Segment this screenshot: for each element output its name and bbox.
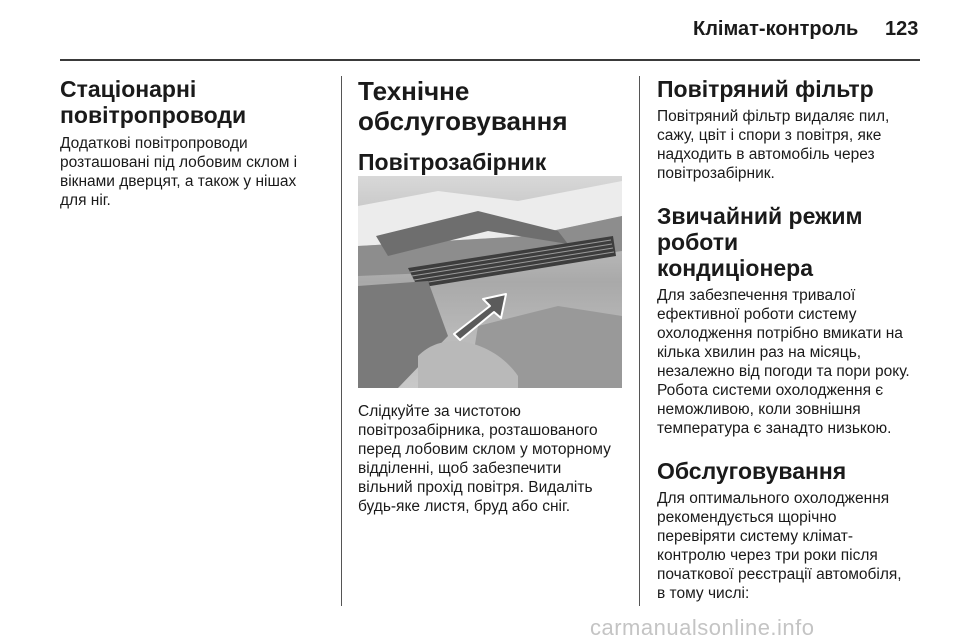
page-number: 123 xyxy=(885,18,919,40)
column-divider xyxy=(341,76,342,606)
section-body-air-filter: Повітряний фільтр видаляє пил, сажу, цвіт і спори з повітря, яке надходить в автомобіль через повітрозабірник. xyxy=(657,108,890,182)
watermark: carmanualsonline.info xyxy=(590,615,815,640)
section-heading-stationary-ducts: Стаціонарні повітропроводи xyxy=(60,76,247,128)
page-header-title: Клімат-контроль xyxy=(693,18,859,40)
chapter-heading-maintenance: Технічне обслуговування xyxy=(358,76,568,136)
section-heading-service: Обслуговування xyxy=(657,458,847,484)
column-stationary-ducts xyxy=(60,76,330,210)
column-divider xyxy=(639,76,640,606)
section-body-ac-regular-operation: Для забезпечення тривалої ефективної роботи систему охолодження потрібно вмикати на кілька хвилин раз на місяць, незалежно від погоди та пори року. Робота системи охолодження є неможливою, коли зовнішня температура є занадто низькою. xyxy=(657,287,910,437)
section-body-stationary-ducts: Додаткові повітропроводи розташовані під лобовим склом і вікнами дверцят, а також у нішах для ніг. xyxy=(60,135,298,209)
air-intake-caption: Слідкуйте за чистотою повітрозабірника, розташованого перед лобовим склом у моторному відділенні, щоб забезпечити вільний прохід повітря. Видаліть будь-яке листя, бруд або сніг. xyxy=(358,403,611,515)
column-air-filter xyxy=(657,76,927,603)
section-heading-ac-regular-operation: Звичайний режим роботи кондиціонера xyxy=(657,203,863,281)
air-intake-photo xyxy=(358,176,622,388)
column-maintenance xyxy=(358,76,628,175)
section-heading-air-intake: Повітрозабірник xyxy=(358,149,547,175)
section-heading-air-filter: Повітряний фільтр xyxy=(657,76,874,102)
header-divider xyxy=(60,59,920,61)
section-body-service: Для оптимального охолодження рекомендується щорічно перевіряти систему клімат- контролю через три роки після початкової реєстрації автомобіля, в тому числі: xyxy=(657,490,902,602)
